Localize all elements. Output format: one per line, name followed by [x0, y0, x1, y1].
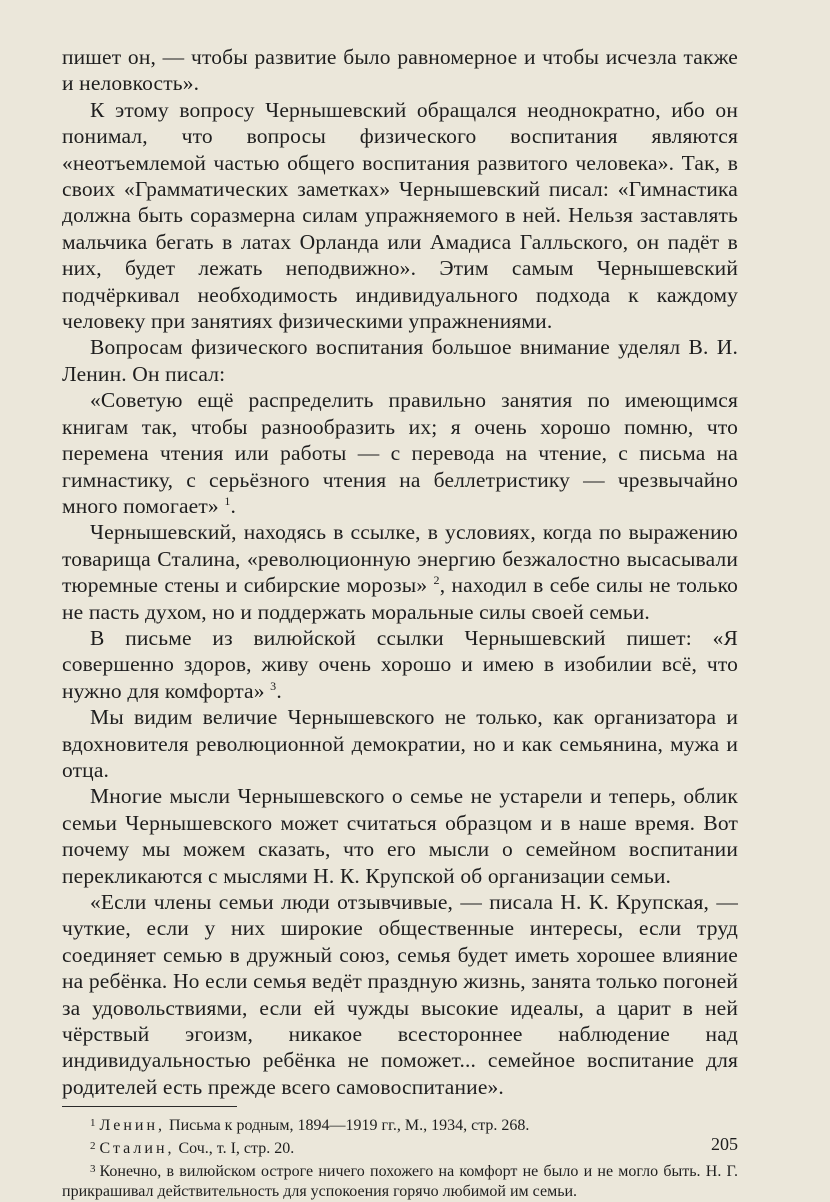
page-number: 205	[711, 1134, 738, 1154]
footnote-ref-1[interactable]: 1	[224, 493, 231, 508]
lenin-quote-text: «Советую ещё распределить правильно занятия по имеющимся книгам так, чтобы разнообразить их; я очень хорошо помню, что перемена чтения или работы — с перевода на чтение, с письма на гимнастику, с серьёзного чтения на беллетристику — чрезвычайно много помогает»	[62, 388, 738, 518]
footnote-author: Сталин,	[99, 1140, 175, 1158]
paragraph-chernyshevsky-physical-education: К этому вопросу Чернышевский обращался неоднократно, ибо он понимал, что вопросы физического воспитания являются «неотъемлемой частью общего воспитания развитого человека». Так, в своих «Грамматических заметках» Чернышевский писал: «Гимнастика должна быть соразмерна силам упражняемого в ней. Нельзя заставлять мальчика бегать в латах Орланда или Амадиса Галльского, он падёт в них, будет лежать неподвижно». Этим самым Чернышевский подчёркивал необходимость индивидуального подхода к каждому человеку при занятиях физическими упражнениями.	[62, 97, 738, 334]
comma: ,	[439, 573, 446, 598]
footnote-author: Ленин,	[99, 1117, 166, 1135]
period: .	[276, 678, 282, 703]
paragraph-krupskaya-quote: «Если члены семьи люди отзывчивые, — писала Н. К. Крупская, — чуткие, если у них широкие общественные интересы, если труд соединяет семью в дружный союз, семья будет иметь хорошее влияние на ребёнка. Но если семья ведёт праздную жизнь, занята только погоней за удовольствиями, если ей чужды высокие идеалы, а царит в ней чёрствый эгоизм, никакое всестороннее наблюдение над индивидуальностью ребёнка не поможет... семейное воспитание для родителей есть прежде всего самовоспитание».	[62, 890, 738, 1099]
paragraph-greatness: Мы видим величие Чернышевского не только, как организатора и вдохновителя революционной демократии, но и как семьянина, мужа и отца.	[62, 705, 738, 782]
paragraph-continuation: пишет он, — чтобы развитие было равномерное и чтобы исчезла также и неловкость».	[62, 45, 738, 96]
paragraph-family-thoughts: Многие мысли Чернышевского о семье не устарели и теперь, облик семьи Чернышевского может считаться образцом и в наше время. Вот почему мы можем сказать, что его мысли о семейном воспитании перекликаются с мыслями Н. К. Крупской об организации семьи.	[62, 784, 738, 888]
footnote-text: Письма к родным, 1894—1919 гг., М., 1934, стр. 268.	[165, 1117, 530, 1135]
paragraph-lenin-intro: Вопросам физического воспитания большое внимание уделял В. И. Ленин. Он писал:	[62, 335, 738, 386]
vilyuy-letter-text: В письме из вилюйской ссылки Чернышевский пишет: «Я совершенно здоров, живу очень хорошо и имею в изобилии всё, что нужно для комфорта»	[62, 625, 738, 703]
footnote-text: Конечно, в вилюйском остроге ничего похожего на комфорт не было и не могло быть. Н. Г. прикрашивал действительность для успокоения горячо любимой им семьи.	[62, 1163, 738, 1201]
footnote-number: 1	[90, 1117, 96, 1130]
paragraph-exile	[62, 519, 738, 625]
exile-text-continued: находил в себе силы не только не пасть духом, но и поддержать моральные силы своей семьи.	[62, 573, 739, 624]
footnote-number: 2	[90, 1140, 96, 1153]
footnote-ref-3[interactable]: 3	[270, 678, 277, 693]
footnote-number: 3	[90, 1163, 96, 1176]
footnote-divider	[62, 1106, 237, 1107]
footnote-text: Соч., т. I, стр. 20.	[174, 1140, 295, 1158]
period: .	[230, 493, 236, 518]
footnotes	[62, 1113, 738, 1202]
footnote-ref-2[interactable]: 2	[433, 572, 440, 587]
footnote-1	[62, 1113, 738, 1136]
paragraph-vilyuy-letter	[62, 625, 738, 704]
paragraph-lenin-quote	[62, 387, 738, 519]
exile-text: Чернышевский, находясь в ссылке, в условиях, когда по выражению товарища Сталина, «революционную энергию безжалостно высасывали тюремные стены и сибирские морозы»	[62, 520, 738, 598]
page-body	[62, 44, 738, 1202]
footnote-3	[62, 1159, 738, 1202]
footnote-2	[62, 1136, 738, 1159]
